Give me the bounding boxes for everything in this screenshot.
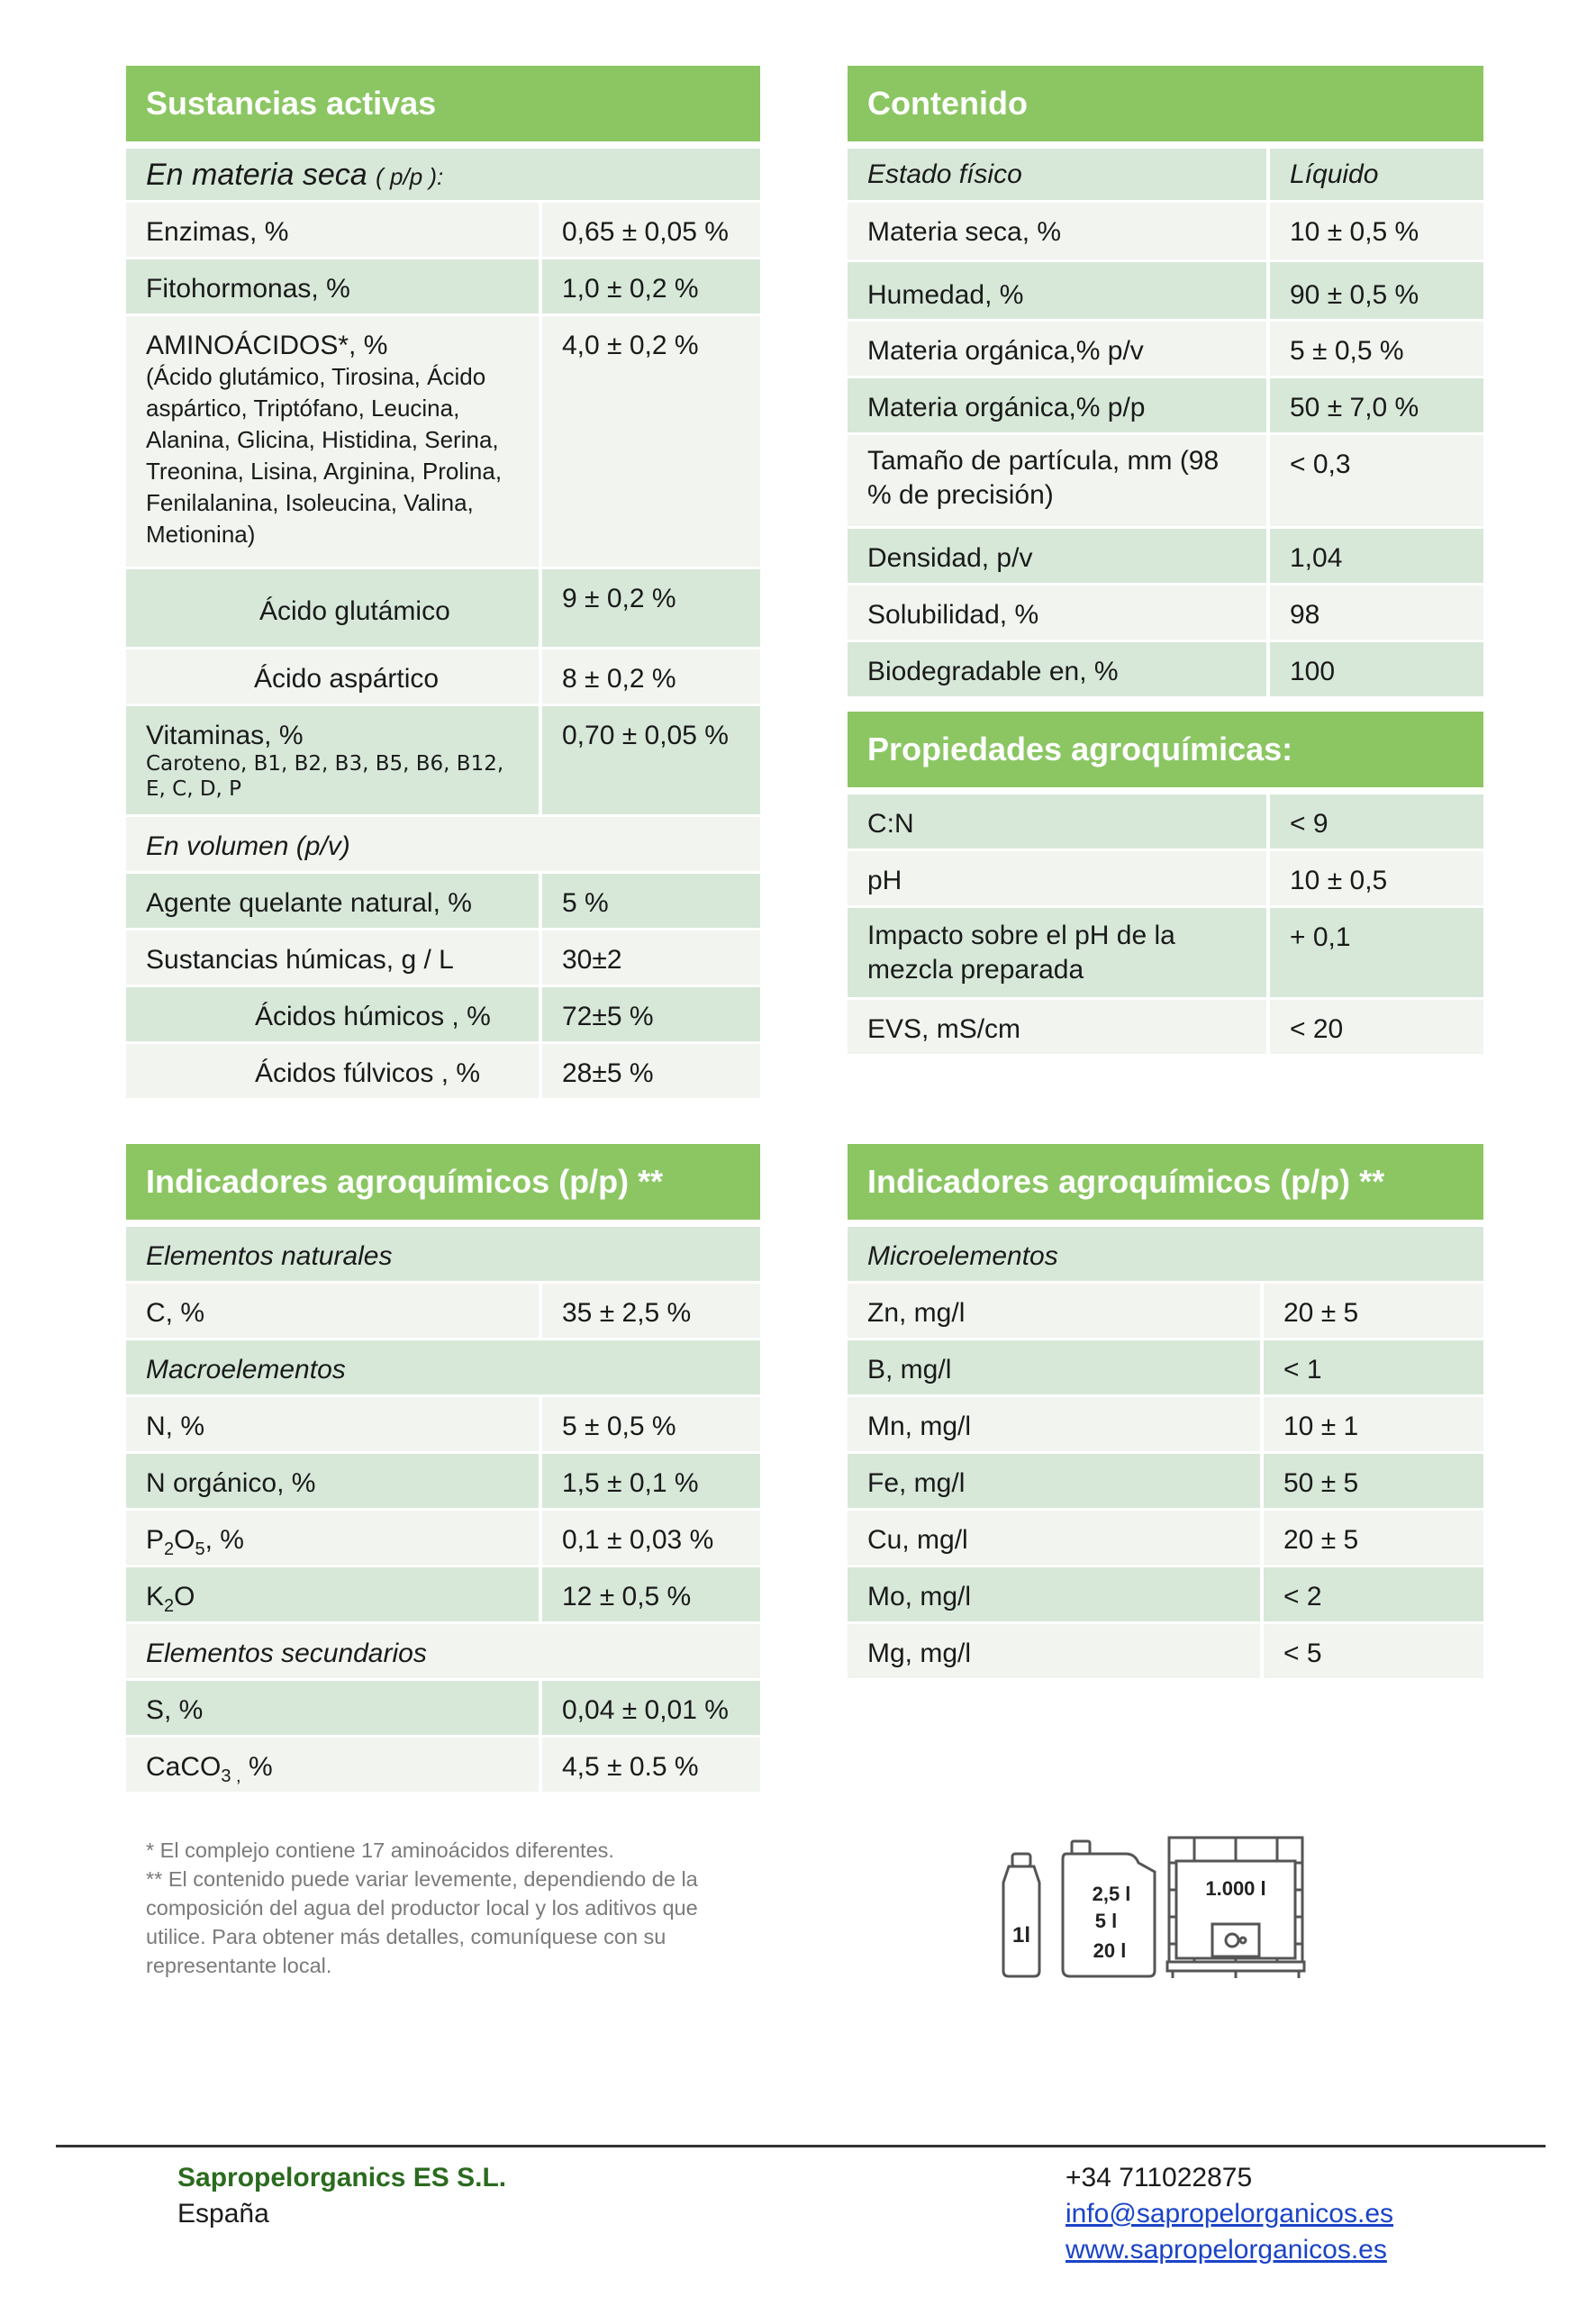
row-value: 10 ± 0,5 %: [1290, 217, 1419, 247]
row-value: 35 ± 2,5 %: [562, 1298, 692, 1328]
table-row: [848, 851, 1483, 908]
row-value: < 0,3: [1290, 449, 1351, 479]
row-label: Agente quelante natural, %: [126, 874, 542, 928]
row-label: Tamaño de partícula, mm (98 % de precisión): [848, 435, 1270, 526]
row-label: N, %: [126, 1397, 542, 1451]
row-label: Solubilidad, %: [848, 586, 1270, 640]
row-label: EVS, mS/cm: [848, 1000, 1270, 1054]
agrochemical-indicators-table-right: [848, 1144, 1483, 1681]
canister-icon: [1063, 1841, 1155, 1976]
row-label: Sustancias húmicas, g / L: [126, 931, 542, 985]
row-label: C, %: [126, 1284, 542, 1338]
label-subscript: 5: [195, 1539, 205, 1559]
row-value: 0,65 ± 0,05 %: [562, 217, 729, 247]
table-row: [848, 322, 1483, 378]
row-label: AMINOÁCIDOS*, %: [146, 331, 388, 360]
row-value: 0,70 ± 0,05 %: [562, 721, 729, 750]
table-row: [848, 1511, 1483, 1567]
row-value: 50 ± 5: [1283, 1468, 1359, 1498]
row-value: 20 ± 5: [1283, 1298, 1359, 1328]
footer-divider: [56, 2145, 1546, 2147]
agrochemical-indicators-table-left: [126, 1144, 760, 1794]
table-row: [126, 1511, 760, 1567]
row-label: Vitaminas, %: [146, 721, 304, 750]
row-value: 100: [1290, 657, 1336, 686]
row-label: Ácido glutámico: [126, 569, 542, 647]
row-value: 9 ± 0,2 %: [562, 584, 676, 613]
row-value: 5 ± 0,5 %: [1290, 336, 1404, 366]
row-value: 20 ± 5: [1283, 1525, 1359, 1555]
label-subscript: 2: [164, 1539, 175, 1559]
active-substances-table: [126, 66, 760, 1101]
section-label: Elementos naturales: [146, 1241, 393, 1271]
row-value: + 0,1: [1290, 922, 1351, 952]
row-label: N orgánico, %: [126, 1454, 542, 1508]
table-row: [848, 586, 1483, 642]
row-label: Fitohormonas, %: [126, 259, 542, 313]
company-country: España: [177, 2199, 269, 2229]
row-label: Biodegradable en, %: [848, 642, 1270, 696]
row-label: [126, 1511, 542, 1565]
row-value: 4,5 ± 0.5 %: [562, 1752, 699, 1782]
indicators-header: Indicadores agroquímicos (p/p) **: [126, 1144, 760, 1227]
table-row: [848, 435, 1483, 529]
label-subscript: 2: [164, 1596, 175, 1616]
row-label: S, %: [126, 1681, 542, 1735]
row-value: 5 ± 0,5 %: [562, 1412, 676, 1441]
table-row: [126, 987, 760, 1044]
table-row: [848, 529, 1483, 586]
row-value: 28±5 %: [562, 1058, 654, 1088]
row-label: Ácido aspártico: [126, 649, 542, 704]
row-value: 90 ± 0,5 %: [1290, 280, 1419, 310]
table-row: [126, 316, 760, 569]
row-value: 98: [1290, 600, 1320, 630]
table-row: [848, 794, 1483, 851]
row-label: Mn, mg/l: [848, 1397, 1264, 1451]
packaging-icons: [1000, 1836, 1324, 1980]
label-part: %: [240, 1752, 273, 1782]
table-row: [126, 203, 760, 259]
table-row: [848, 1567, 1483, 1624]
row-label: pH: [848, 851, 1270, 905]
table-row: [126, 259, 760, 316]
table-row: [848, 1454, 1483, 1511]
table-row: [848, 262, 1483, 322]
row-label: Materia seca, %: [848, 203, 1270, 259]
row-label: Impacto sobre el pH de la mezcla preparada: [848, 908, 1270, 997]
active-substances-header: Sustancias activas: [126, 66, 760, 149]
table-row: [126, 874, 760, 931]
table-row: [126, 706, 760, 817]
table-row: [126, 1044, 760, 1101]
label-part: CaCO: [146, 1752, 222, 1782]
table-row: [126, 1681, 760, 1738]
row-label: [126, 1738, 542, 1792]
table-row: [126, 1738, 760, 1794]
ibc-label: 1.000 l: [1205, 1877, 1266, 1900]
row-value: 4,0 ± 0,2 %: [562, 331, 699, 360]
row-value: 72±5 %: [562, 1002, 654, 1031]
company-name: Sapropelorganics ES S.L.: [177, 2163, 507, 2193]
section-label: Microelementos: [867, 1241, 1058, 1271]
row-value: < 5: [1283, 1639, 1322, 1668]
canister-label-2: 5 l: [1094, 1910, 1118, 1932]
spacer: [848, 699, 1483, 712]
table-row: [848, 1397, 1483, 1454]
bottle-label: 1l: [1011, 1923, 1031, 1947]
ibc-container-icon: [1167, 1838, 1304, 1978]
label-part: P: [146, 1525, 165, 1555]
row-value: < 1: [1283, 1355, 1322, 1385]
section-unit: ( p/p ):: [376, 163, 444, 190]
row-value: 10 ± 1: [1283, 1412, 1359, 1441]
section-microelements: [848, 1227, 1483, 1284]
row-value: 50 ± 7,0 %: [1290, 393, 1419, 422]
table-row: [126, 931, 760, 987]
agrochemical-properties-header: Propiedades agroquímicas:: [848, 712, 1483, 794]
email-link[interactable]: info@sapropelorganicos.es: [1066, 2199, 1393, 2229]
row-value: 30±2: [562, 945, 622, 975]
table-row: [848, 203, 1483, 262]
row-value: 0,1 ± 0,03 %: [562, 1525, 714, 1555]
label-part: K: [146, 1582, 165, 1611]
row-value: < 2: [1283, 1582, 1322, 1611]
table-row: [848, 1284, 1483, 1340]
row-value: 5 %: [562, 888, 609, 918]
row-detail: (Ácido glutámico, Tirosina, Ácido aspártico, Triptófano, Leucina, Alanina, Glicina, Histidina, Serina, Treonina, Lisina, Arginina, Prolina, Fenilalanina, Isoleucina, Valina, Metionina): [146, 363, 503, 548]
row-value: < 20: [1290, 1014, 1344, 1044]
row-label: Mo, mg/l: [848, 1567, 1264, 1621]
row-value: 1,5 ± 0,1 %: [562, 1468, 699, 1498]
phone-number: +34 711022875: [1066, 2163, 1253, 2193]
section-label: Macroelementos: [146, 1355, 346, 1385]
row-label: Fe, mg/l: [848, 1454, 1264, 1508]
section-label: En volumen (p/v): [146, 831, 350, 861]
row-value: 0,04 ± 0,01 %: [562, 1695, 729, 1725]
label-part: O: [174, 1525, 195, 1555]
row-label: B, mg/l: [848, 1340, 1264, 1394]
section-secondary-elements: [126, 1624, 760, 1681]
table-row: [126, 1397, 760, 1454]
table-row: [848, 378, 1483, 435]
table-row: [848, 642, 1483, 699]
row-label: Cu, mg/l: [848, 1511, 1264, 1565]
row-value: 10 ± 0,5: [1290, 866, 1388, 895]
row-label: [126, 1567, 542, 1621]
label-part: O: [174, 1582, 195, 1611]
row-label: Mg, mg/l: [848, 1624, 1264, 1678]
label-subscript: 3 ,: [221, 1766, 241, 1786]
section-dry-matter: [126, 149, 760, 203]
row-value: 1,04: [1290, 543, 1343, 573]
canister-label-3: 20 l: [1093, 1939, 1127, 1962]
row-value: 12 ± 0,5 %: [562, 1582, 692, 1611]
table-row: [848, 1624, 1483, 1681]
row-label: Ácidos húmicos , %: [126, 987, 542, 1041]
row-label: Enzimas, %: [126, 203, 542, 257]
table-row: [848, 149, 1483, 203]
row-value: < 9: [1290, 809, 1328, 839]
row-label: Densidad, p/v: [848, 529, 1270, 583]
row-label: Humedad, %: [848, 262, 1270, 319]
row-value: 1,0 ± 0,2 %: [562, 274, 699, 304]
section-macroelements: [126, 1340, 760, 1397]
row-label: Materia orgánica,% p/p: [848, 378, 1270, 432]
table-row: [848, 908, 1483, 1000]
footnotes: [146, 1836, 740, 1980]
row-value: 8 ± 0,2 %: [562, 664, 676, 694]
row-label: Zn, mg/l: [848, 1284, 1264, 1338]
bottle-icon: [1003, 1854, 1039, 1976]
table-row: [126, 1284, 760, 1340]
section-label: En materia seca: [146, 158, 367, 192]
table-row: [126, 649, 760, 706]
table-row: [126, 1567, 760, 1624]
table-row: [848, 1000, 1483, 1057]
website-link[interactable]: www.sapropelorganicos.es: [1066, 2235, 1387, 2265]
row-detail: Caroteno, B1, B2, B3, B5, B6, B12, E, C, D, P: [146, 752, 504, 801]
row-value: Líquido: [1290, 159, 1379, 189]
canister-label-1: 2,5 l: [1092, 1883, 1131, 1905]
content-header: Contenido: [848, 66, 1483, 149]
row-label: Ácidos fúlvicos , %: [126, 1044, 542, 1098]
footnote-1: * El complejo contiene 17 aminoácidos diferentes.: [146, 1838, 614, 1862]
section-label: Elementos secundarios: [146, 1639, 427, 1668]
label-part: , %: [204, 1525, 244, 1555]
table-row: [126, 1454, 760, 1511]
indicators-header: Indicadores agroquímicos (p/p) **: [848, 1144, 1483, 1227]
content-table: [848, 66, 1483, 1057]
row-label: Materia orgánica,% p/v: [848, 322, 1270, 376]
footer-contact-block: [1066, 2160, 1393, 2268]
table-row: [126, 569, 760, 649]
section-natural-elements: [126, 1227, 760, 1284]
footer-company-block: [177, 2160, 506, 2232]
section-volume: [126, 817, 760, 874]
row-label: Estado físico: [848, 149, 1270, 200]
row-label: C:N: [848, 794, 1270, 849]
table-row: [848, 1340, 1483, 1397]
footnote-2: ** El contenido puede variar levemente, dependiendo de la composición del agua del productor local y los aditivos que utilice. Para obtener más detalles, comuníquese con su representante local.: [146, 1867, 698, 1977]
